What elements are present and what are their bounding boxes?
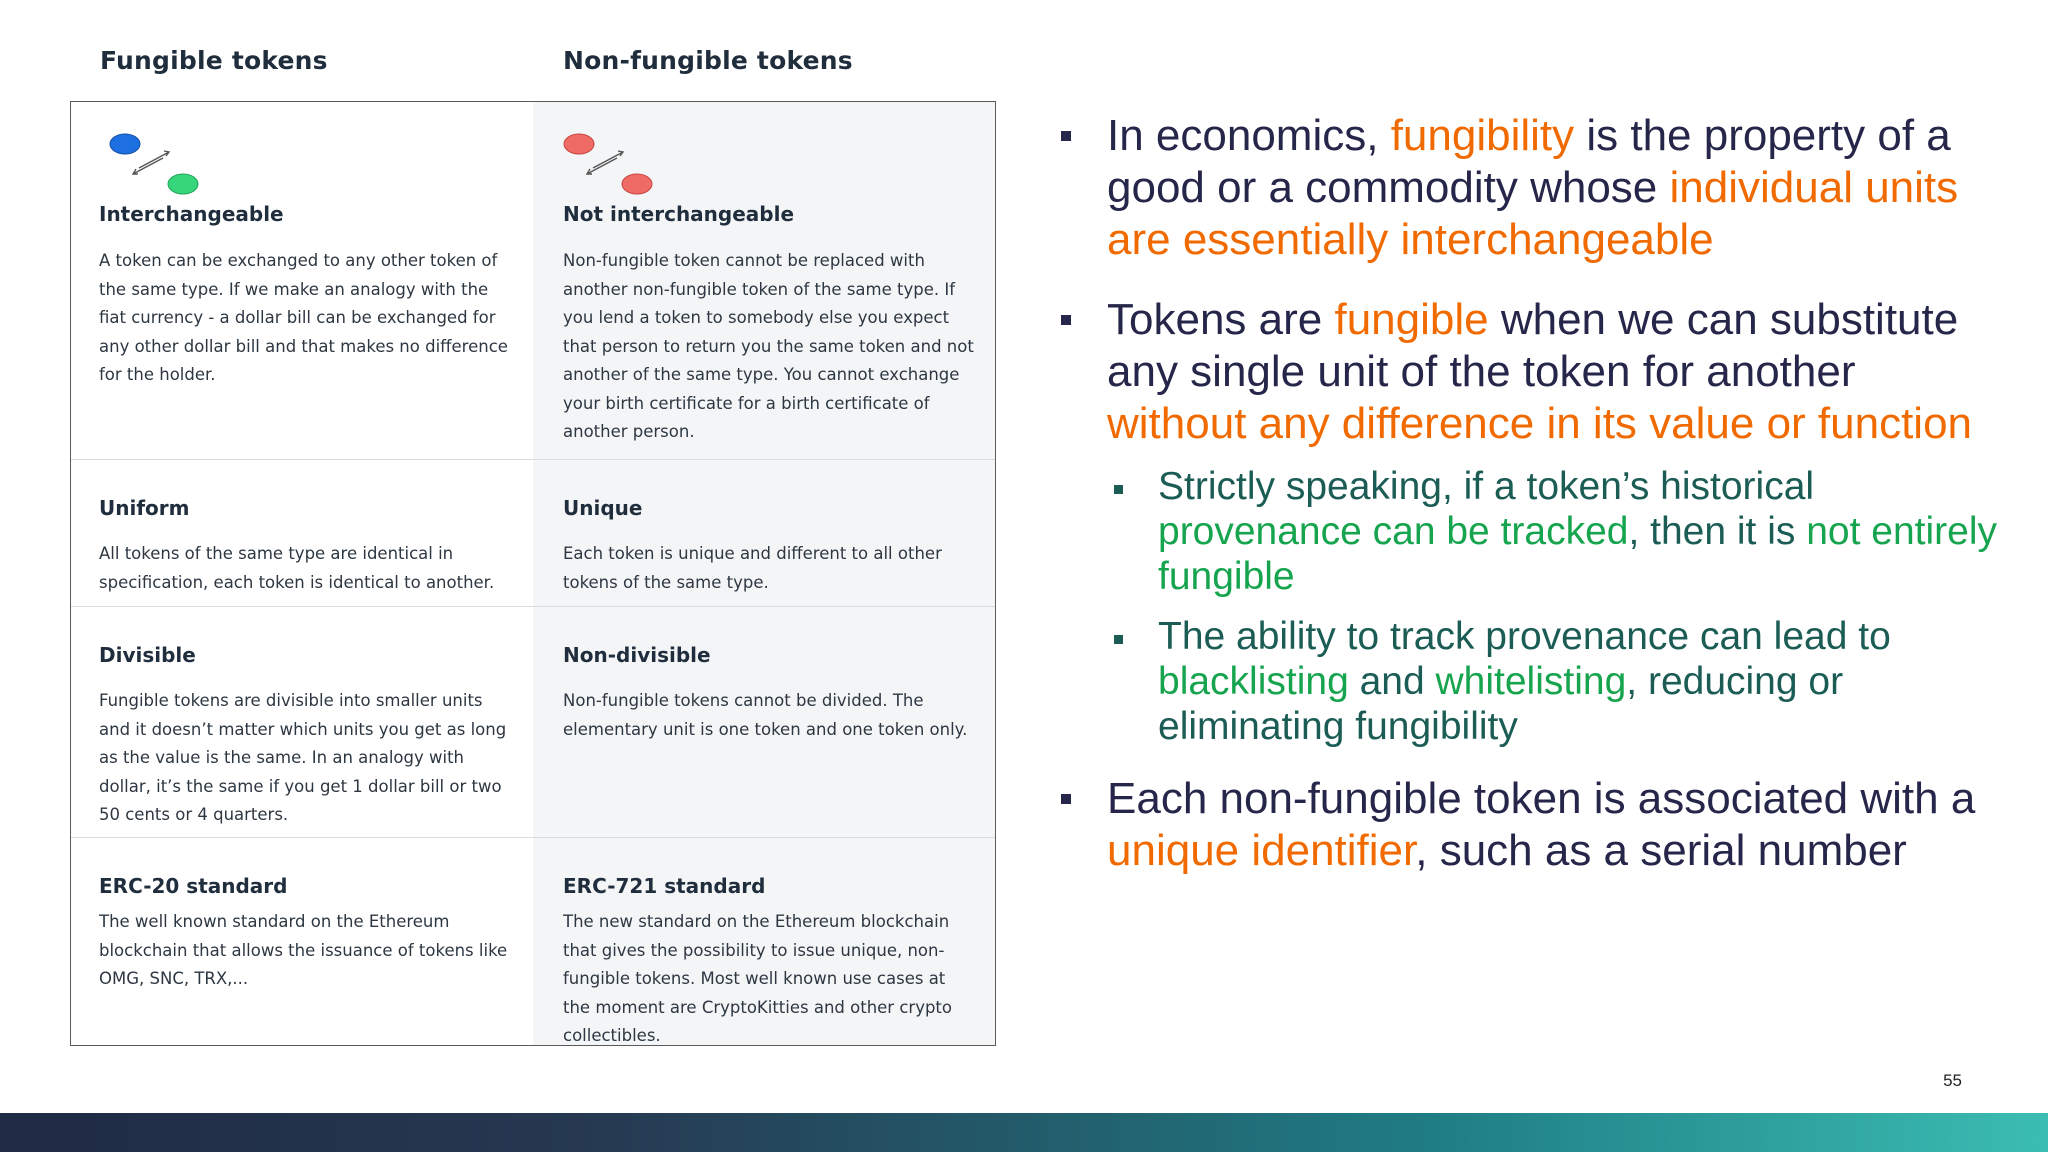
bullet-text: is the property of a good or a commodity whose [1107, 111, 1951, 212]
uniform-description: All tokens of the same type are identical in specification, each token is identical to another. [99, 544, 495, 592]
bullet-square-icon [1061, 131, 1071, 141]
fungible-interchangeable-cell [71, 102, 533, 459]
highlight-text: unique identifier [1107, 826, 1416, 875]
highlight-text: fungibility [1390, 111, 1575, 160]
sub-bullet-blacklisting [1055, 614, 2005, 749]
unique-title: Unique [563, 496, 643, 520]
divisible-title: Divisible [99, 643, 196, 667]
non-fungible-erc721-cell [533, 837, 995, 1045]
bullet-list [1055, 110, 2005, 877]
fungible-divisible-cell [71, 606, 533, 837]
bullet-tokens-fungible [1055, 294, 2005, 450]
bullet-text: Tokens are [1107, 295, 1335, 344]
bullet-text: , then it is [1628, 510, 1807, 553]
uniform-title: Uniform [99, 496, 190, 520]
non-fungible-not-interchangeable-cell [533, 102, 995, 459]
highlight-text: individual units are essentially interchangeable [1107, 163, 1959, 264]
highlight-text: fungible [1334, 295, 1489, 344]
sub-bullet-provenance [1055, 464, 2005, 599]
footer-gradient-bar [0, 1113, 2048, 1152]
bullet-square-icon [1061, 315, 1071, 325]
highlight-text: provenance can be tracked [1158, 510, 1629, 553]
interchangeable-description: A token can be exchanged to any other token of the same type. If we make an analogy with the fiat currency - a dollar bill can be exchanged for any other dollar bill and that makes no difference for the holder. [99, 251, 508, 384]
unique-description: Each token is unique and different to all other tokens of the same type. [563, 544, 942, 592]
bullet-square-icon [1114, 635, 1123, 644]
bullet-square-icon [1061, 794, 1071, 804]
bullet-text: In economics, [1107, 111, 1391, 160]
bullet-square-icon [1114, 485, 1123, 494]
highlight-text: blacklisting [1158, 660, 1349, 703]
bullet-text: when we can substitute any single unit of the token for another [1107, 295, 1959, 396]
highlight-text: without any difference in its value or function [1107, 399, 1973, 448]
fungible-tokens-header: Fungible tokens [100, 46, 328, 75]
not-interchangeable-title: Not interchangeable [563, 202, 795, 226]
erc20-description: The well known standard on the Ethereum blockchain that allows the issuance of tokens like OMG, SNC, TRX,... [99, 912, 508, 988]
bullet-text: , reducing or eliminating fungibility [1158, 660, 1844, 748]
comparison-table [70, 101, 996, 1046]
divisible-description: Fungible tokens are divisible into smaller units and it doesn’t matter which units you get as long as the value is the same. In an analogy with dollar, it’s the same if you get 1 dollar bill or two 50 cents or 4 quarters. [99, 691, 507, 824]
token-exchange-icon [563, 132, 653, 196]
erc721-description: The new standard on the Ethereum blockchain that gives the possibility to issue unique, non-fungible tokens. Most well known use cases at the moment are CryptoKitties and other crypto collectibles. [563, 912, 952, 1045]
erc20-title: ERC-20 standard [99, 874, 288, 898]
token-exchange-icon [109, 132, 199, 196]
non-divisible-title: Non-divisible [563, 643, 711, 667]
not-interchangeable-description: Non-fungible token cannot be replaced with another non-fungible token of the same type. If you lend a token to somebody else you expect that person to return you the same token and not another of the same type. You cannot exchange your birth certificate for a birth certificate of another person. [563, 251, 974, 441]
bullet-text: Each non-fungible token is associated with a [1107, 774, 1976, 823]
non-fungible-non-divisible-cell [533, 606, 995, 837]
bullet-unique-identifier [1055, 773, 2005, 877]
bullet-text: The ability to track provenance can lead to [1158, 615, 1891, 658]
highlight-text: not entirely fungible [1158, 510, 1998, 598]
highlight-text: whitelisting [1435, 660, 1627, 703]
non-divisible-description: Non-fungible tokens cannot be divided. The elementary unit is one token and one token only. [563, 691, 968, 739]
bullet-fungibility-definition [1055, 110, 2005, 266]
interchangeable-title: Interchangeable [99, 202, 284, 226]
non-fungible-tokens-header: Non-fungible tokens [563, 46, 853, 75]
erc721-title: ERC-721 standard [563, 874, 766, 898]
non-fungible-unique-cell [533, 459, 995, 606]
fungible-uniform-cell [71, 459, 533, 606]
bullet-text: , such as a serial number [1415, 826, 1907, 875]
page-number: 55 [1943, 1071, 1962, 1090]
fungible-erc20-cell [71, 837, 533, 1045]
bullet-text: Strictly speaking, if a token’s historical [1158, 465, 1815, 508]
bullet-text: and [1348, 660, 1436, 703]
